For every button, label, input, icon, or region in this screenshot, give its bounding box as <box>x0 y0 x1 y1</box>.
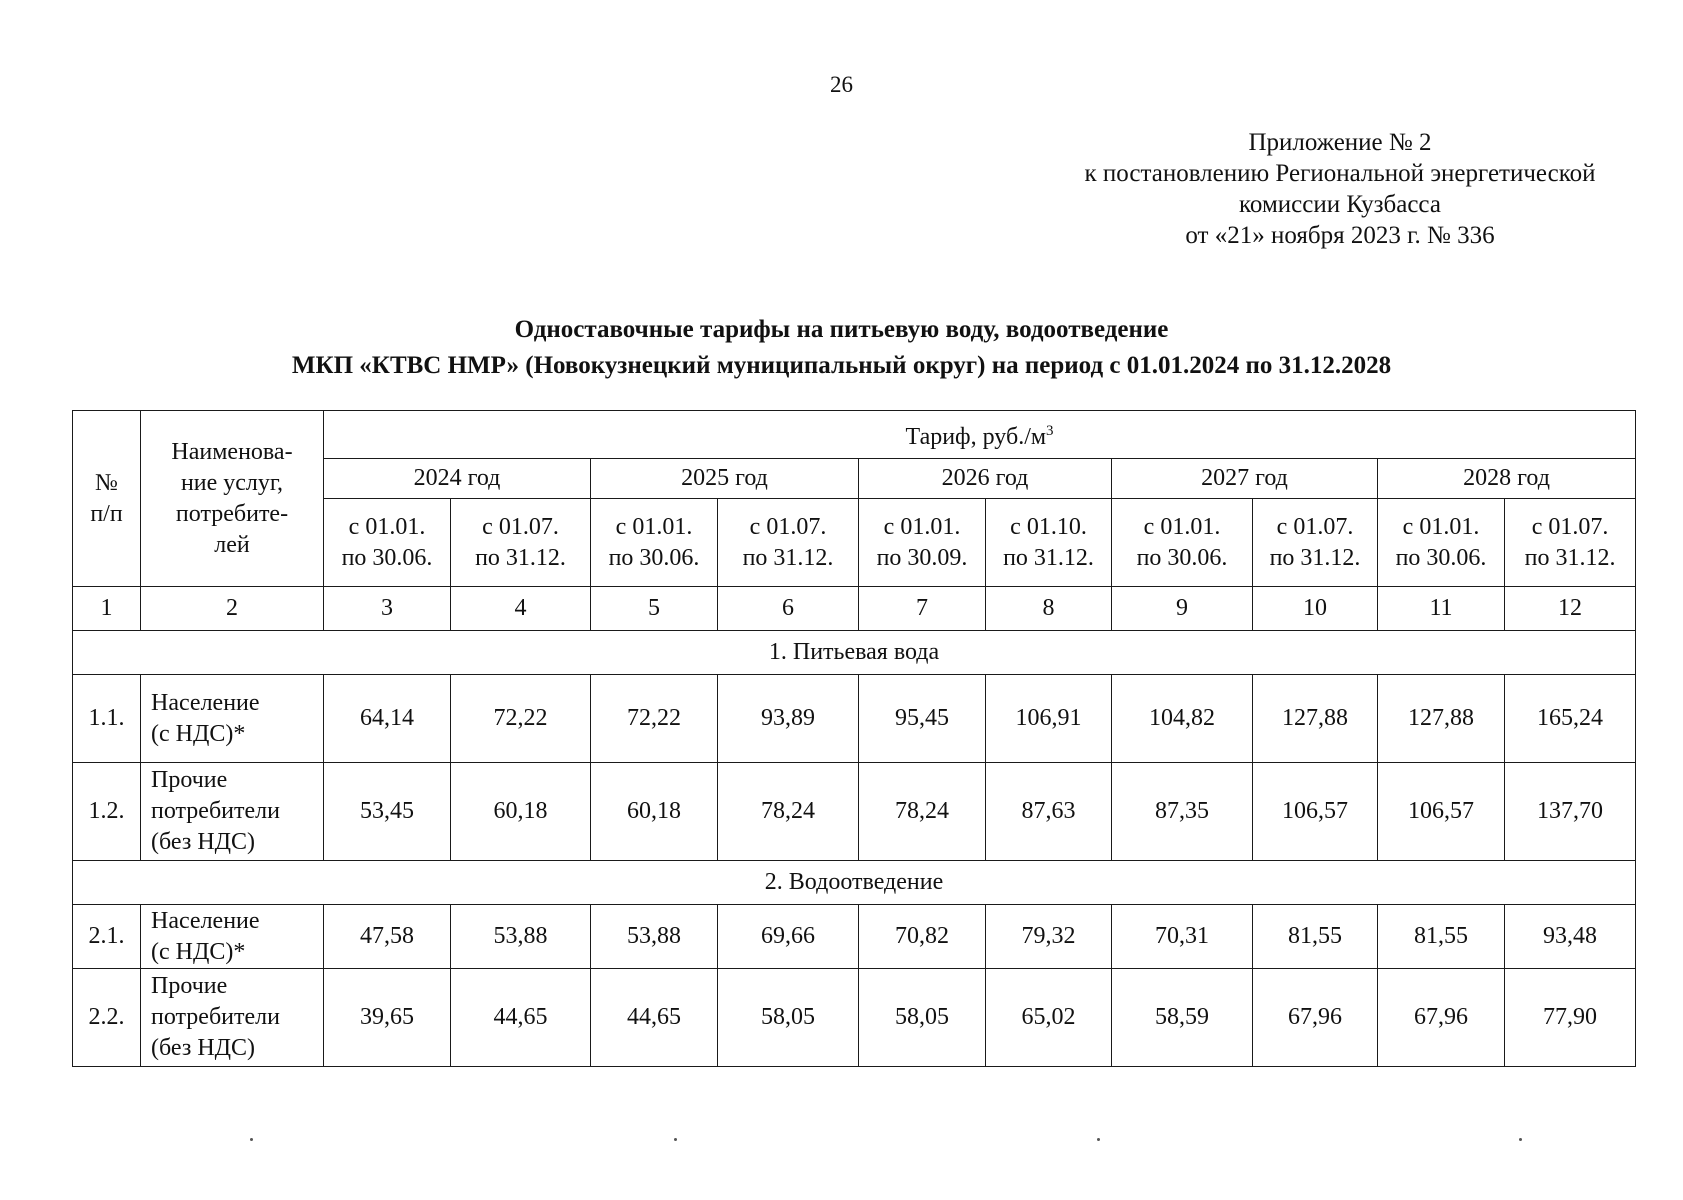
period-line: по 31.12. <box>1269 544 1361 571</box>
period-line: с 01.01. <box>348 513 426 540</box>
tariff-value: 70,82 <box>859 905 986 969</box>
header-name-line: Наименова- <box>171 438 293 465</box>
tariff-value: 65,02 <box>986 969 1112 1067</box>
column-number: 10 <box>1253 587 1378 631</box>
header-name <box>141 411 324 587</box>
column-number: 12 <box>1505 587 1636 631</box>
row-name <box>141 675 324 763</box>
tariff-value: 60,18 <box>591 763 718 861</box>
row-number: 1.2. <box>73 763 141 861</box>
period-line: по 30.06. <box>1136 544 1228 571</box>
header-period <box>986 499 1112 587</box>
tariff-value: 93,48 <box>1505 905 1636 969</box>
tariff-value: 165,24 <box>1505 675 1636 763</box>
period-line: по 30.06. <box>1395 544 1487 571</box>
section-row <box>73 861 1636 905</box>
tariff-value: 72,22 <box>451 675 591 763</box>
header-period <box>1505 499 1636 587</box>
period-line: с 01.01. <box>883 513 961 540</box>
page-number: 26 <box>830 72 853 97</box>
tariff-value: 106,57 <box>1378 763 1505 861</box>
header-name-line: ние услуг, <box>180 469 284 496</box>
appendix-line: комиссии Кузбасса <box>1239 191 1441 218</box>
period-line: по 31.12. <box>1003 544 1094 571</box>
period-line: по 30.06. <box>341 544 433 571</box>
column-number: 8 <box>986 587 1112 631</box>
header-num-line: № <box>95 469 118 496</box>
row-name-line: (без НДС) <box>151 829 256 855</box>
column-number: 3 <box>324 587 451 631</box>
title-line: МКП «КТВС НМР» (Новокузнецкий муниципальный округ) на период с 01.01.2024 по 31.12.2028 <box>291 352 1392 379</box>
row-name <box>141 763 324 861</box>
header-period <box>591 499 718 587</box>
tariff-table <box>72 410 1636 1067</box>
header-period <box>324 499 451 587</box>
tariff-value: 127,88 <box>1378 675 1505 763</box>
appendix-line: Приложение № 2 <box>1248 129 1432 156</box>
table-row <box>73 969 1636 1067</box>
column-number: 2 <box>141 587 324 631</box>
tariff-value: 53,88 <box>451 905 591 969</box>
scan-speck <box>1519 1138 1522 1141</box>
header-year: 2027 год <box>1112 459 1378 499</box>
row-number: 1.1. <box>73 675 141 763</box>
appendix-block <box>1040 127 1640 251</box>
tariff-value: 53,88 <box>591 905 718 969</box>
table-row <box>73 763 1636 861</box>
section-title: 1. Питьевая вода <box>73 631 1636 675</box>
column-number: 4 <box>451 587 591 631</box>
row-name-line: потребители <box>151 1004 280 1030</box>
header-tariff-label: Тариф, руб./м <box>905 424 1047 450</box>
section-title: 2. Водоотведение <box>73 861 1636 905</box>
tariff-value: 106,91 <box>986 675 1112 763</box>
period-line: по 31.12. <box>1524 544 1616 571</box>
tariff-value: 67,96 <box>1253 969 1378 1067</box>
tariff-value: 70,31 <box>1112 905 1253 969</box>
period-line: с 01.07. <box>482 513 559 540</box>
column-number: 5 <box>591 587 718 631</box>
tariff-value: 87,63 <box>986 763 1112 861</box>
row-name <box>141 905 324 969</box>
header-year: 2024 год <box>324 459 591 499</box>
period-line: по 31.12. <box>475 544 566 571</box>
column-number-row <box>73 587 1636 631</box>
tariff-value: 69,66 <box>718 905 859 969</box>
tariff-value: 39,65 <box>324 969 451 1067</box>
period-line: с 01.01. <box>1143 513 1221 540</box>
column-number: 11 <box>1378 587 1505 631</box>
tariff-value: 60,18 <box>451 763 591 861</box>
tariff-value: 47,58 <box>324 905 451 969</box>
period-line: с 01.10. <box>1010 513 1087 540</box>
header-period <box>718 499 859 587</box>
period-line: по 30.09. <box>876 544 968 571</box>
header-row-tariff <box>73 411 1636 459</box>
header-year: 2028 год <box>1378 459 1636 499</box>
tariff-value: 87,35 <box>1112 763 1253 861</box>
tariff-value: 58,05 <box>718 969 859 1067</box>
header-name-line: потребите- <box>175 500 289 527</box>
tariff-value: 93,89 <box>718 675 859 763</box>
tariff-value: 53,45 <box>324 763 451 861</box>
header-tariff-sup: 3 <box>1046 423 1054 439</box>
header-period <box>859 499 986 587</box>
tariff-value: 79,32 <box>986 905 1112 969</box>
row-name <box>141 969 324 1067</box>
period-line: с 01.07. <box>1531 513 1609 540</box>
header-period <box>1112 499 1253 587</box>
period-line: с 01.01. <box>1402 513 1480 540</box>
header-name-line: лей <box>214 531 250 558</box>
section-row <box>73 631 1636 675</box>
tariff-value: 81,55 <box>1378 905 1505 969</box>
header-num <box>73 411 141 587</box>
row-name-line: (без НДС) <box>151 1035 256 1061</box>
row-number: 2.1. <box>73 905 141 969</box>
column-number: 7 <box>859 587 986 631</box>
tariff-value: 81,55 <box>1253 905 1378 969</box>
tariff-value: 104,82 <box>1112 675 1253 763</box>
row-name-line: Население <box>151 907 260 934</box>
scan-speck <box>1097 1138 1100 1141</box>
scan-speck <box>250 1138 253 1141</box>
tariff-value: 106,57 <box>1253 763 1378 861</box>
tariff-value: 78,24 <box>859 763 986 861</box>
header-period <box>1253 499 1378 587</box>
tariff-value: 127,88 <box>1253 675 1378 763</box>
period-line: по 30.06. <box>608 544 700 571</box>
table-row <box>73 905 1636 969</box>
column-number: 1 <box>73 587 141 631</box>
row-name-line: потребители <box>151 798 280 824</box>
tariff-value: 58,05 <box>859 969 986 1067</box>
header-period <box>451 499 591 587</box>
tariff-value: 137,70 <box>1505 763 1636 861</box>
row-name-line: (с НДС)* <box>151 720 246 747</box>
period-line: по 31.12. <box>742 544 834 571</box>
header-num-line: п/п <box>90 500 123 527</box>
column-number: 9 <box>1112 587 1253 631</box>
appendix-line: от «21» ноября 2023 г. № 336 <box>1185 222 1495 249</box>
tariff-value: 44,65 <box>591 969 718 1067</box>
column-number: 6 <box>718 587 859 631</box>
tariff-value: 58,59 <box>1112 969 1253 1067</box>
header-period <box>1378 499 1505 587</box>
appendix-line: к постановлению Региональной энергетической <box>1084 160 1596 187</box>
row-number: 2.2. <box>73 969 141 1067</box>
tariff-value: 67,96 <box>1378 969 1505 1067</box>
tariff-value: 78,24 <box>718 763 859 861</box>
tariff-value: 72,22 <box>591 675 718 763</box>
header-year: 2026 год <box>859 459 1112 499</box>
row-name-line: Прочие <box>151 767 228 793</box>
tariff-value: 64,14 <box>324 675 451 763</box>
header-tariff <box>324 411 1636 459</box>
table-row <box>73 675 1636 763</box>
tariff-value: 95,45 <box>859 675 986 763</box>
row-name-line: Прочие <box>151 973 228 999</box>
row-name-line: (с НДС)* <box>151 938 246 965</box>
period-line: с 01.01. <box>615 513 693 540</box>
scan-speck <box>674 1138 677 1141</box>
title-line: Одноставочные тарифы на питьевую воду, водоотведение <box>514 316 1169 343</box>
row-name-line: Население <box>151 689 260 716</box>
document-title <box>0 312 1683 384</box>
tariff-value: 44,65 <box>451 969 591 1067</box>
header-year: 2025 год <box>591 459 859 499</box>
period-line: с 01.07. <box>749 513 827 540</box>
tariff-value: 77,90 <box>1505 969 1636 1067</box>
period-line: с 01.07. <box>1276 513 1354 540</box>
